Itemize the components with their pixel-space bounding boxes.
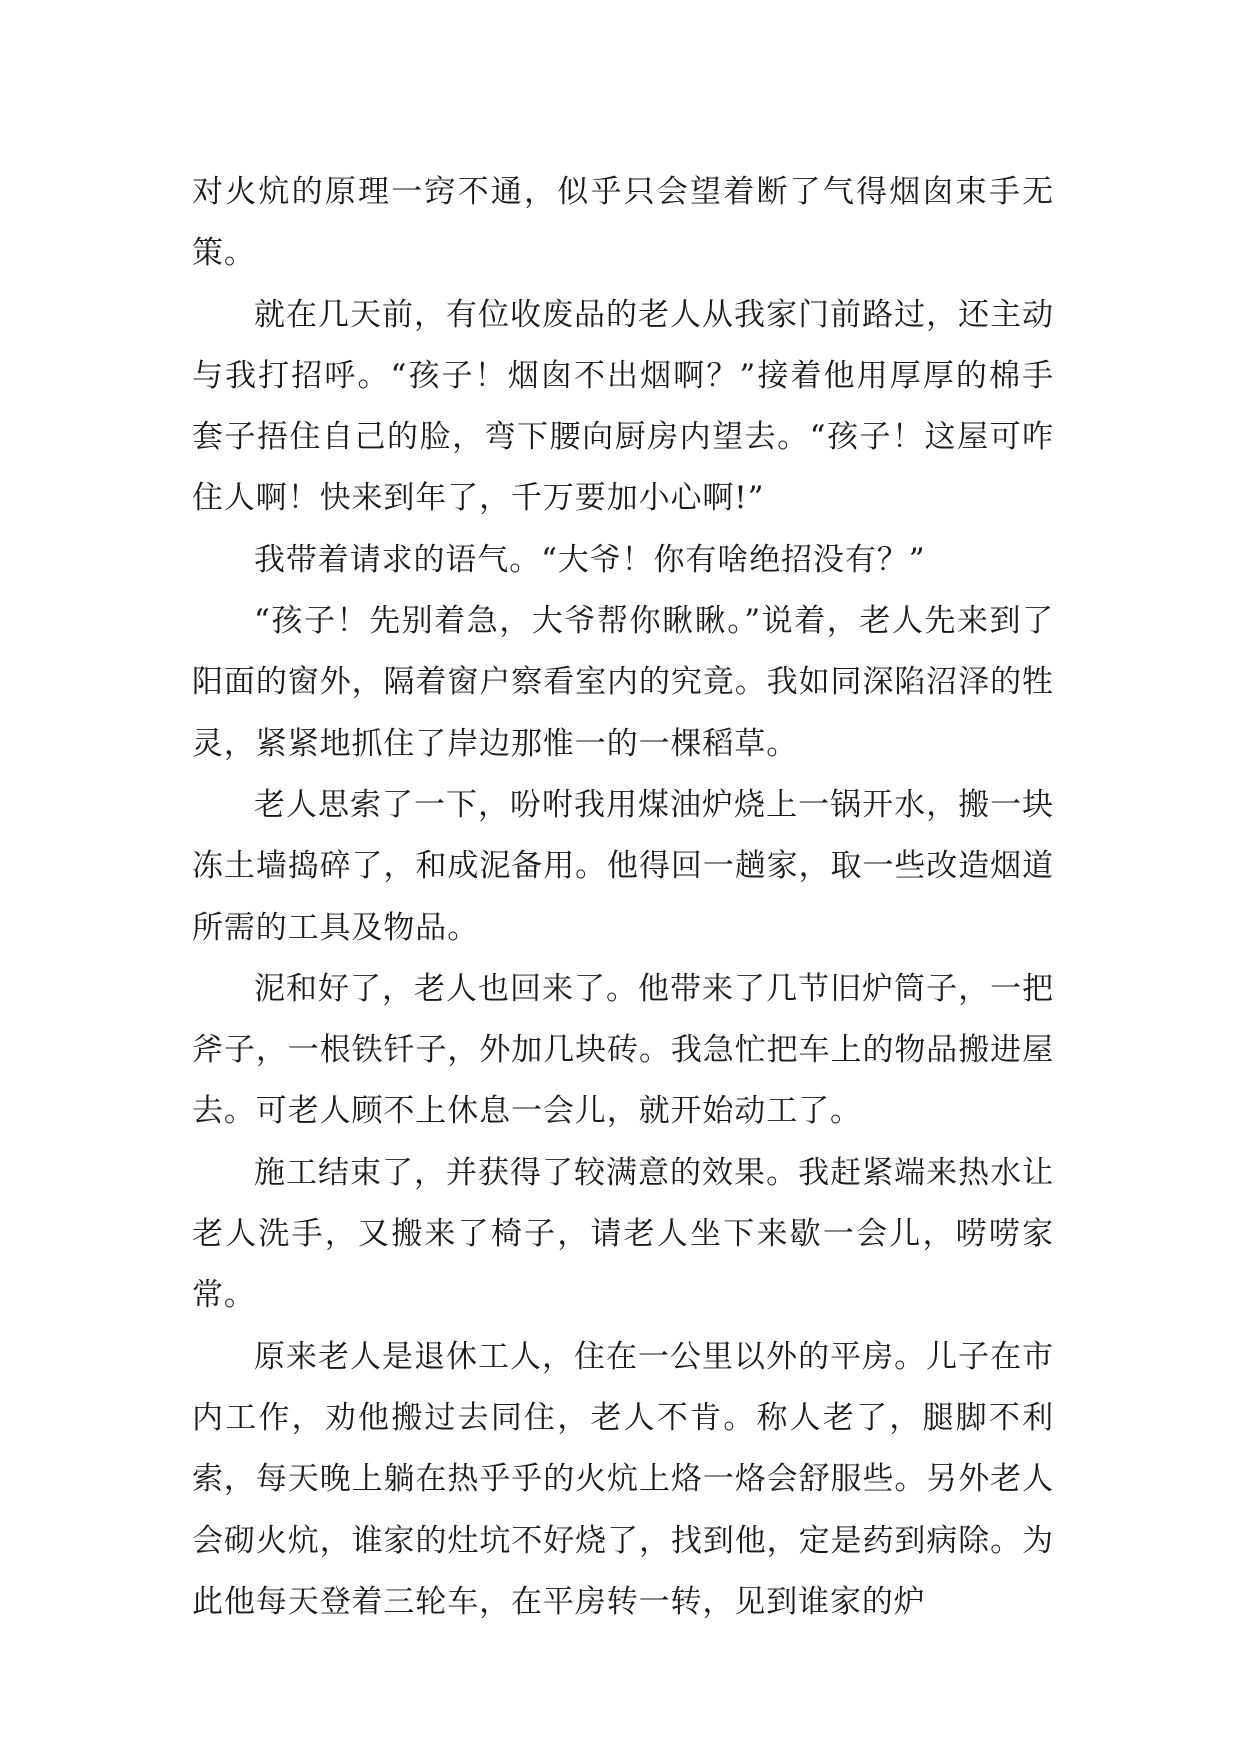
paragraph-4: “孩子！先别着急，大爷帮你瞅瞅。”说着，老人先来到了阳面的窗外，隔着窗户察看室内的究竟。我如同深陷沼泽的牲灵，紧紧地抓住了岸边那惟一的一棵稻草。 bbox=[192, 603, 1054, 762]
paragraph-5: 老人思索了一下，吩咐我用煤油炉烧上一锅开水，搬一块冻土墙捣碎了，和成泥备用。他得回一趟家，取一些改造烟道所需的工具及物品。 bbox=[192, 786, 1054, 946]
paragraph-6: 泥和好了，老人也回来了。他带来了几节旧炉筒子，一把斧子，一根铁钎子，外加几块砖。我急忙把车上的物品搬进屋去。可老人顾不上休息一会儿，就开始动工了。 bbox=[192, 970, 1054, 1130]
paragraph-7: 施工结束了，并获得了较满意的效果。我赶紧端来热水让老人洗手，又搬来了椅子，请老人坐下来歇一会儿，唠唠家常。 bbox=[192, 1154, 1054, 1314]
paragraph-8: 原来老人是退休工人，住在一公里以外的平房。儿子在市内工作，劝他搬过去同住，老人不肯。称人老了，腿脚不利索，每天晚上躺在热乎乎的火炕上烙一烙会舒服些。另外老人会砌火炕，谁家的灶坑不好烧了，找到他，定是药到病除。为此他每天登着三轮车，在平房转一转，见到谁家的炉 bbox=[192, 1338, 1054, 1620]
paragraph-3: 我带着请求的语气。“大爷！你有啥绝招没有？” bbox=[254, 541, 926, 578]
paragraph-2: 就在几天前，有位收废品的老人从我家门前路过，还主动与我打招呼。“孩子！烟囱不出烟啊？”接着他用厚厚的棉手套子捂住自己的脸，弯下腰向厨房内望去。“孩子！这屋可咋住人啊！快来到年了，千万要加小心啊!” bbox=[192, 296, 1054, 517]
paragraph-1: 对火炕的原理一窍不通，似乎只会望着断了气得烟囱束手无策。 bbox=[192, 174, 1054, 272]
document-body bbox=[192, 162, 1054, 1633]
